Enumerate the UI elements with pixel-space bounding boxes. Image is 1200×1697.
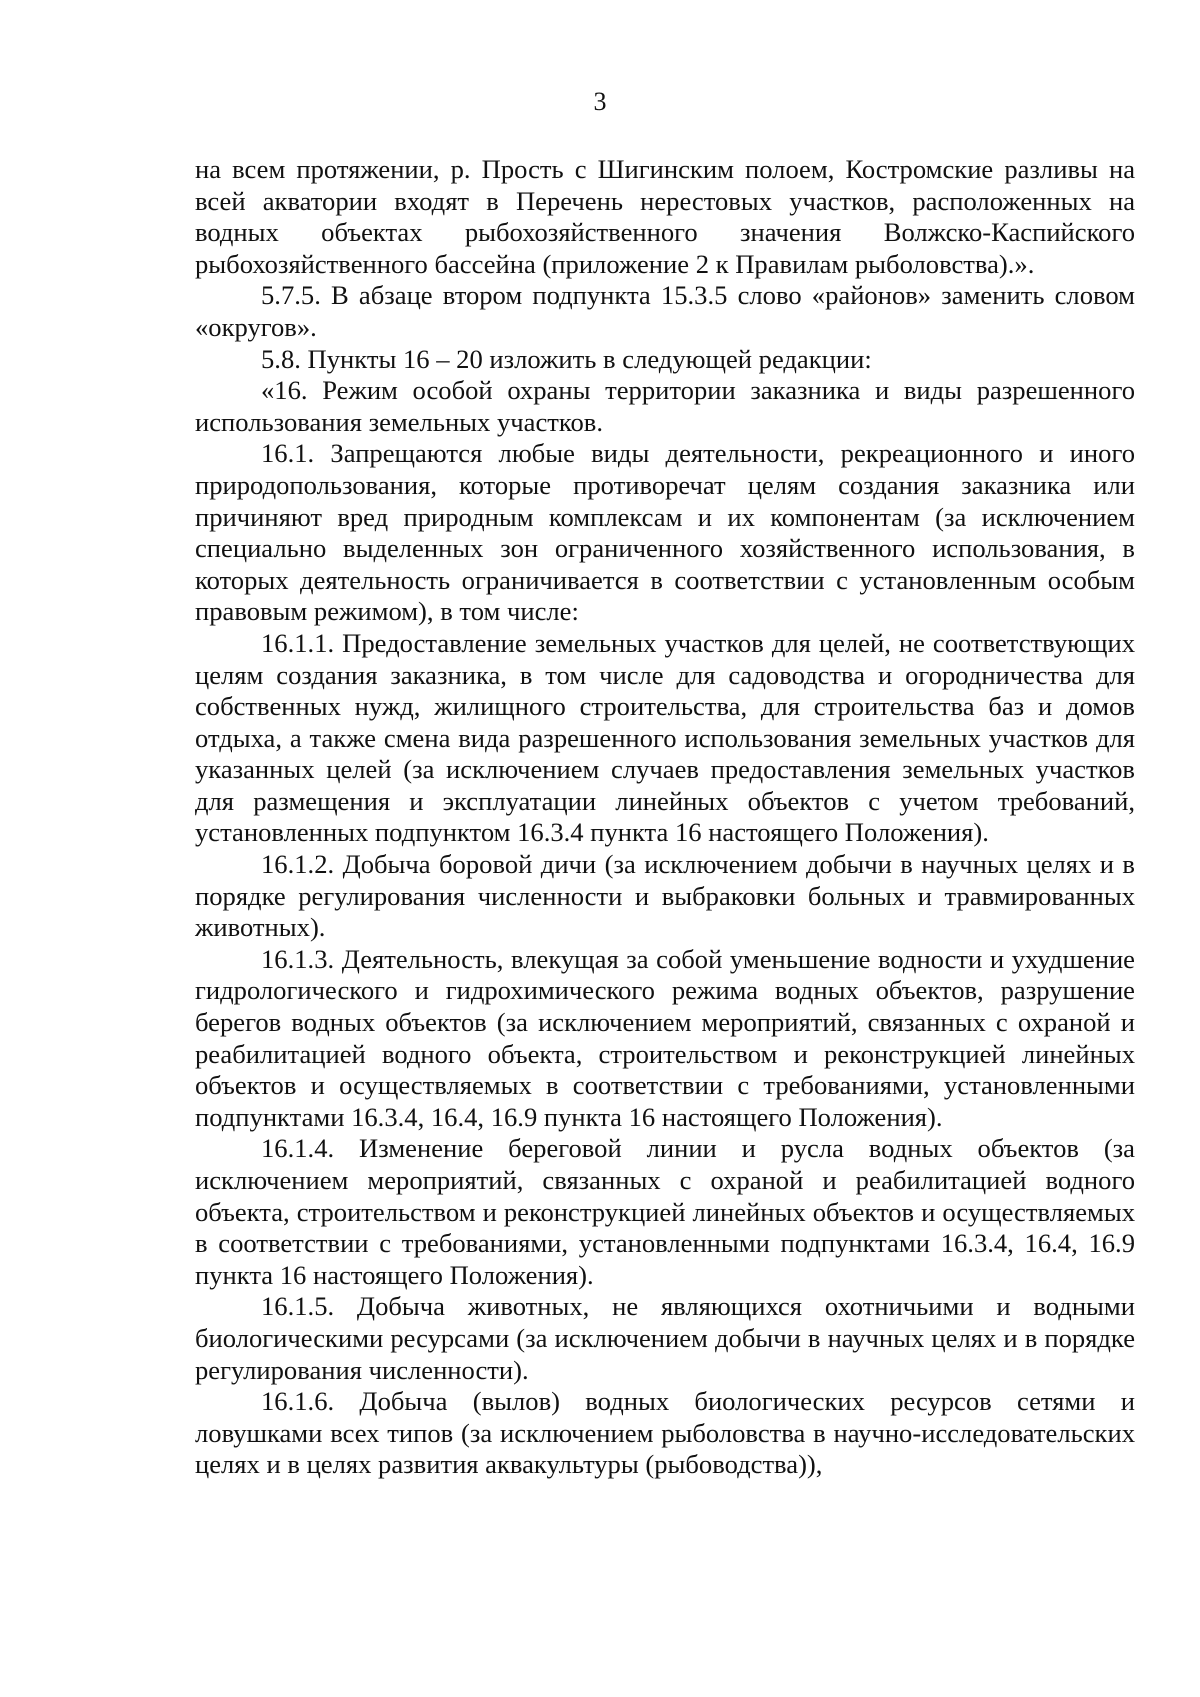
paragraph-16: «16. Режим особой охраны территории заказника и виды разрешенного использования земельных участков. <box>195 375 1135 437</box>
paragraph-16-1-6: 16.1.6. Добыча (вылов) водных биологических ресурсов сетями и ловушками всех типов (за исключением рыболовства в научно-исследовательских целях и в целях развития аквакультуры (рыбоводства)), <box>195 1386 1135 1480</box>
paragraph-16-1-4: 16.1.4. Изменение береговой линии и русла водных объектов (за исключением мероприятий, связанных с охраной и реабилитацией водного объекта, строительством и реконструкцией линейных объектов и осуществляемых в соответствии с требованиями, установленными подпунктами 16.3.4, 16.4, 16.9 пункта 16 настоящего Положения). <box>195 1133 1135 1290</box>
paragraph-16-1: 16.1. Запрещаются любые виды деятельности, рекреационного и иного природопользования, которые противоречат целям создания заказника или причиняют вред природным комплексам и их компонентам (за исключением специально выделенных зон ограниченного хозяйственного использования, в которых деятельность ограничивается в соответствии с установленным особым правовым режимом), в том числе: <box>195 438 1135 627</box>
paragraph-continuation: на всем протяжении, р. Прость с Шигинским полоем, Костромские разливы на всей акватории входят в Перечень нерестовых участков, расположенных на водных объектах рыбохозяйственного значения Волжско-Каспийского рыбохозяйственного бассейна (приложение 2 к Правилам рыболовства).». <box>195 154 1135 279</box>
paragraph-16-1-2: 16.1.2. Добыча боровой дичи (за исключением добычи в научных целях и в порядке регулирования численности и выбраковки больных и травмированных животных). <box>195 849 1135 943</box>
paragraph-5-8: 5.8. Пункты 16 – 20 изложить в следующей редакции: <box>261 343 872 374</box>
paragraph-5-7-5: 5.7.5. В абзаце втором подпункта 15.3.5 слово «районов» заменить словом «округов». <box>195 280 1135 342</box>
paragraph-16-1-5: 16.1.5. Добыча животных, не являющихся охотничьими и водными биологическими ресурсами (за исключением добычи в научных целях и в порядке регулирования численности). <box>195 1291 1135 1385</box>
page-number: 3 <box>593 87 607 116</box>
paragraph-16-1-1: 16.1.1. Предоставление земельных участков для целей, не соответствующих целям создания заказника, в том числе для садоводства и огородничества для собственных нужд, жилищного строительства, для строительства баз и домов отдыха, а также смена вида разрешенного использования земельных участков для указанных целей (за исключением случаев предоставления земельных участков для размещения и эксплуатации линейных объектов с учетом требований, установленных подпунктом 16.3.4 пункта 16 настоящего Положения). <box>195 627 1135 848</box>
document-body <box>195 154 1135 1481</box>
paragraph-16-1-3: 16.1.3. Деятельность, влекущая за собой уменьшение водности и ухудшение гидрологического и гидрохимического режима водных объектов, разрушение берегов водных объектов (за исключением мероприятий, связанных с охраной и реабилитацией водного объекта, строительством и реконструкцией линейных объектов и осуществляемых в соответствии с требованиями, установленными подпунктами 16.3.4, 16.4, 16.9 пункта 16 настоящего Положения). <box>195 943 1135 1132</box>
